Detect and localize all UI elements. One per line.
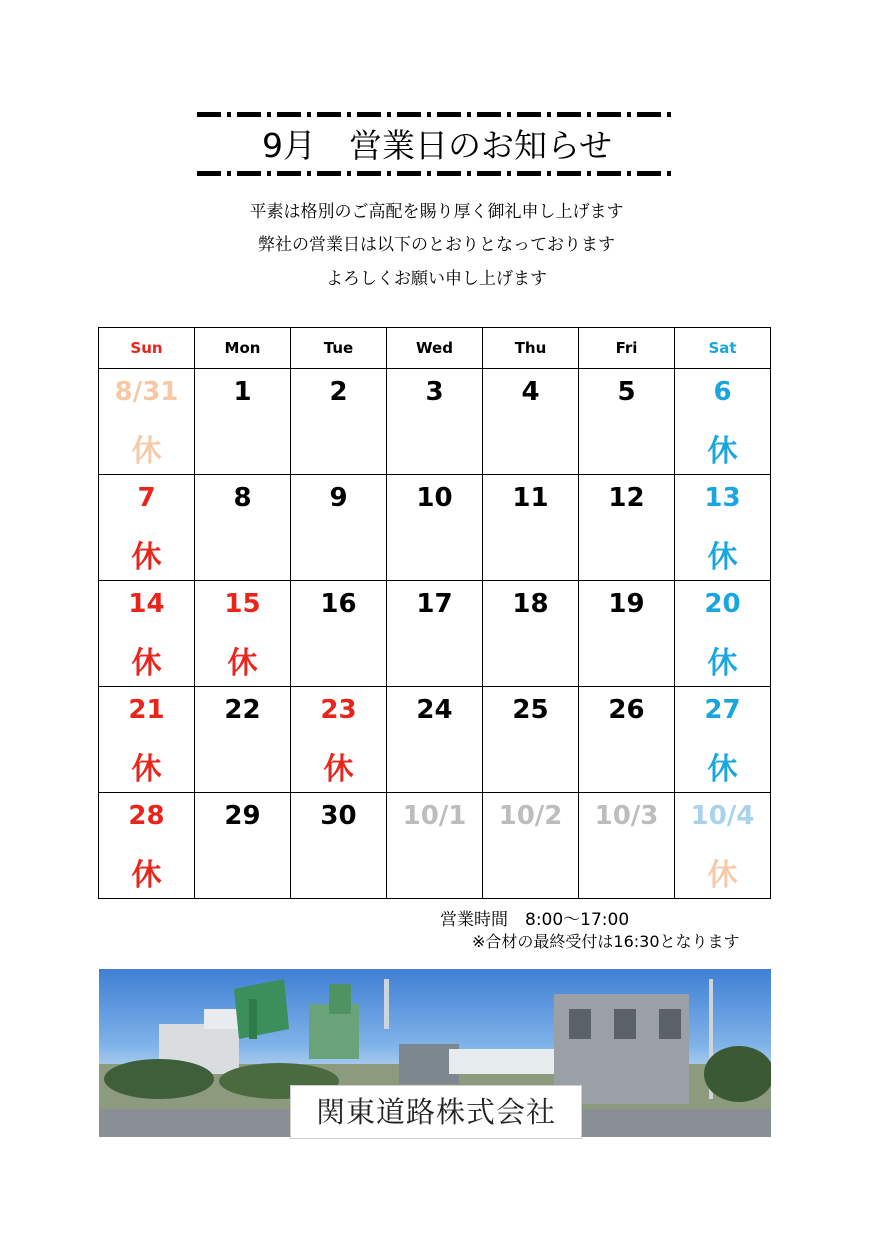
holiday-mark: 休 bbox=[707, 752, 738, 787]
day-number: 16 bbox=[320, 589, 357, 619]
week-row bbox=[99, 475, 771, 581]
day-cell bbox=[483, 793, 579, 899]
holiday-mark: 休 bbox=[131, 540, 162, 575]
day-cell bbox=[483, 475, 579, 581]
day-cell bbox=[291, 581, 387, 687]
holiday-mark: 休 bbox=[131, 434, 162, 469]
weekday-fri: Fri bbox=[579, 328, 675, 369]
holiday-mark: 休 bbox=[707, 646, 738, 681]
day-cell bbox=[579, 793, 675, 899]
business-calendar bbox=[98, 327, 771, 899]
day-cell bbox=[99, 793, 195, 899]
day-number: 10 bbox=[416, 483, 453, 513]
holiday-mark: 休 bbox=[131, 858, 162, 893]
day-cell bbox=[99, 581, 195, 687]
day-cell bbox=[291, 687, 387, 793]
day-number: 19 bbox=[608, 589, 645, 619]
week-row bbox=[99, 687, 771, 793]
day-number: 22 bbox=[224, 695, 261, 725]
day-number: 6 bbox=[713, 377, 732, 407]
day-cell bbox=[291, 475, 387, 581]
day-number: 20 bbox=[704, 589, 741, 619]
day-cell bbox=[291, 793, 387, 899]
day-cell bbox=[195, 369, 291, 475]
weekday-wed: Wed bbox=[387, 328, 483, 369]
day-number: 4 bbox=[521, 377, 540, 407]
day-cell bbox=[195, 687, 291, 793]
week-row bbox=[99, 793, 771, 899]
day-cell bbox=[579, 581, 675, 687]
day-cell bbox=[195, 581, 291, 687]
day-number: 30 bbox=[320, 801, 357, 831]
day-cell bbox=[387, 581, 483, 687]
day-cell bbox=[195, 475, 291, 581]
day-cell bbox=[675, 475, 771, 581]
title-dashed-rule-bottom bbox=[197, 171, 677, 176]
day-number: 29 bbox=[224, 801, 261, 831]
business-hours: 営業時間 8:00～17:00 bbox=[440, 910, 630, 930]
weekday-sat: Sat bbox=[675, 328, 771, 369]
day-number: 18 bbox=[512, 589, 549, 619]
day-number: 28 bbox=[128, 801, 165, 831]
day-cell bbox=[387, 475, 483, 581]
day-cell bbox=[195, 793, 291, 899]
day-cell bbox=[675, 581, 771, 687]
week-row bbox=[99, 369, 771, 475]
day-number: 10/2 bbox=[498, 801, 563, 831]
day-number: 23 bbox=[320, 695, 357, 725]
day-number: 15 bbox=[224, 589, 261, 619]
title-block bbox=[197, 112, 677, 178]
day-cell bbox=[675, 687, 771, 793]
day-number: 26 bbox=[608, 695, 645, 725]
week-row bbox=[99, 581, 771, 687]
weekday-mon: Mon bbox=[195, 328, 291, 369]
day-number: 27 bbox=[704, 695, 741, 725]
company-name-plate bbox=[290, 1085, 582, 1139]
company-name: 関東道路株式会社 bbox=[315, 1095, 556, 1129]
day-number: 3 bbox=[425, 377, 444, 407]
day-cell bbox=[99, 475, 195, 581]
day-number: 8/31 bbox=[114, 377, 179, 407]
day-cell bbox=[99, 687, 195, 793]
day-number: 10/3 bbox=[594, 801, 659, 831]
day-cell bbox=[387, 687, 483, 793]
day-number: 8 bbox=[233, 483, 252, 513]
holiday-mark: 休 bbox=[131, 752, 162, 787]
day-number: 10/1 bbox=[402, 801, 467, 831]
day-cell bbox=[387, 793, 483, 899]
day-number: 21 bbox=[128, 695, 165, 725]
day-number: 17 bbox=[416, 589, 453, 619]
asphalt-cutoff-note: ※合材の最終受付は16:30となります bbox=[472, 932, 740, 951]
day-cell bbox=[99, 369, 195, 475]
greeting-line-2: 弊社の営業日は以下のとおりとなっております bbox=[258, 235, 615, 255]
page-title: 9月 営業日のお知らせ bbox=[261, 126, 612, 165]
day-number: 12 bbox=[608, 483, 645, 513]
holiday-mark: 休 bbox=[227, 646, 258, 681]
day-number: 7 bbox=[137, 483, 156, 513]
greeting-line-1: 平素は格別のご高配を賜り厚く御礼申し上げます bbox=[249, 202, 624, 222]
day-cell bbox=[483, 687, 579, 793]
day-number: 9 bbox=[329, 483, 348, 513]
title-dashed-rule-top bbox=[197, 112, 677, 117]
greeting-line-3: よろしくお願い申し上げます bbox=[326, 269, 547, 289]
holiday-mark: 休 bbox=[707, 540, 738, 575]
weekday-sun: Sun bbox=[99, 328, 195, 369]
weekday-header-row bbox=[99, 328, 771, 369]
weekday-thu: Thu bbox=[483, 328, 579, 369]
day-number: 1 bbox=[233, 377, 252, 407]
day-cell bbox=[387, 369, 483, 475]
day-number: 5 bbox=[617, 377, 636, 407]
day-number: 14 bbox=[128, 589, 165, 619]
holiday-mark: 休 bbox=[707, 858, 738, 893]
day-cell bbox=[579, 687, 675, 793]
day-cell bbox=[579, 369, 675, 475]
day-cell bbox=[483, 581, 579, 687]
day-cell bbox=[579, 475, 675, 581]
day-number: 11 bbox=[512, 483, 549, 513]
day-number: 25 bbox=[512, 695, 549, 725]
day-number: 13 bbox=[704, 483, 741, 513]
holiday-mark: 休 bbox=[323, 752, 354, 787]
holiday-mark: 休 bbox=[707, 434, 738, 469]
day-cell bbox=[291, 369, 387, 475]
day-number: 10/4 bbox=[690, 801, 755, 831]
day-cell bbox=[483, 369, 579, 475]
day-cell bbox=[675, 793, 771, 899]
day-number: 24 bbox=[416, 695, 453, 725]
day-number: 2 bbox=[329, 377, 348, 407]
weekday-tue: Tue bbox=[291, 328, 387, 369]
holiday-mark: 休 bbox=[131, 646, 162, 681]
day-cell bbox=[675, 369, 771, 475]
